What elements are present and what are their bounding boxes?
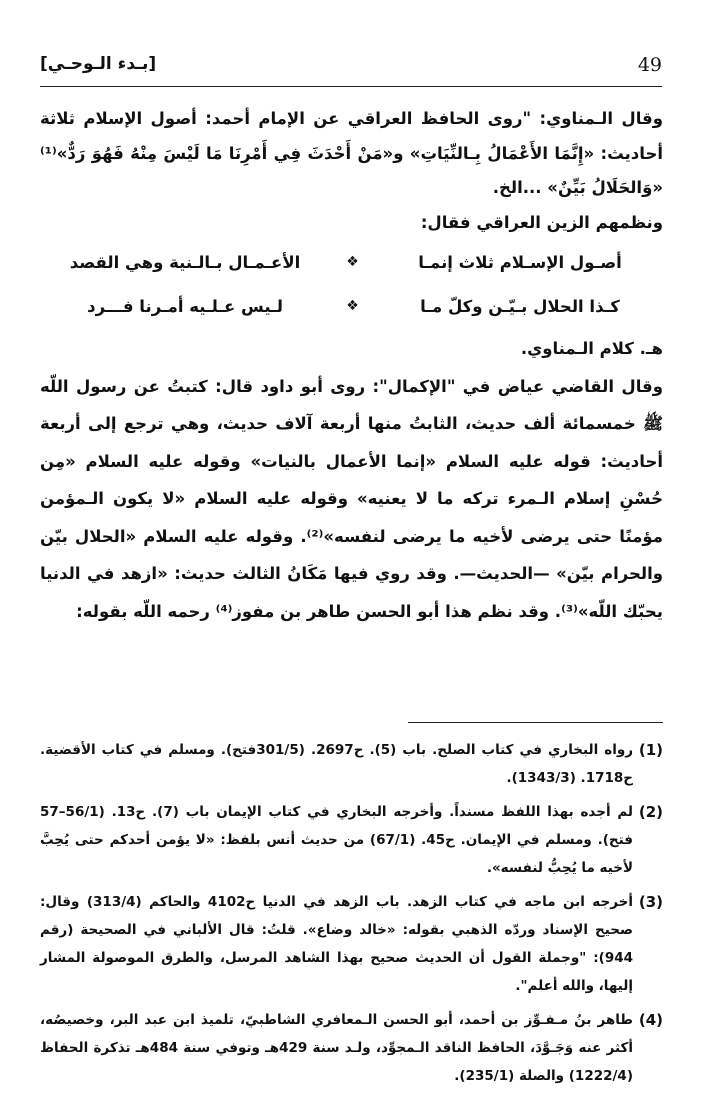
body-text-top: [40, 102, 663, 240]
footnote: [40, 736, 663, 792]
footnote: [40, 888, 663, 1000]
paragraph: هـ. كلام الـمناوي.: [520, 339, 663, 358]
verse-separator-icon: ❖: [346, 298, 359, 314]
footnote-text: طاهر بنُ مـفـوِّز بن أحمد، أبو الحسن الـمعافري الشاطبيّ، تلميذ ابن عبد البر، وخصيصُه، أكثر عنه وَجَـوَّدَ، الحافظ الناقد الـمجوِّد، ولـد سنة 429هـ وتوفي سنة 484هـ تذكرة الحفاظ (1222/4) والصلة (235/1).: [40, 1012, 633, 1084]
footnote-number: (2): [638, 803, 663, 821]
body-text-bottom: [40, 330, 663, 630]
page-header: [40, 52, 662, 87]
footnote-text: لم أجده بهذا اللفظ مسنداً. وأخرجه البخاري في كتاب الإيمان باب (7). ح13. (56/1–57 فتح). ومسلم في الإيمان. ح45. (67/1) من حديث أنس بلفظ: «لا يؤمن أحدكم حتى يُحِبَّ لأخيه ما يُحِبُّ لنفسه».: [40, 804, 633, 876]
footnote-number: (3): [638, 893, 663, 911]
page-number: 49: [637, 54, 662, 76]
footnote-number: (4): [638, 1011, 663, 1029]
footnote-text: رواه البخاري في كتاب الصلح. باب (5). ح2697. (301/5فتح). ومسلم في كتاب الأقضية. ح1718. (1343/3).: [40, 742, 634, 786]
running-title: [بـدء الـوحـي]: [40, 54, 157, 74]
paragraph: وقال القاضي عياض في "الإكمال": روى أبو داود قال: كتبتُ عن رسول اللّه ﷺ خمسمائة ألف حديث، الثابتُ منها أربعة آلاف حديث، وهي ترجع إلى أربعة أحاديث: قوله عليه السلام «إنما الأعمال بالنيات» وقوله عليه السلام «مِن حُسْنِ إسلام الـمرء تركه ما لا يعنيه» وقوله عليه السلام «لا يكون الـمؤمن مؤمنًا حتى يرضى لأخيه ما يرضى لنفسه»⁽²⁾. وقوله عليه السلام «الحلال بيّن والحرام بيّن» —الحديث—. وقد روي فيها مَكَانُ الثالث حديث: «ازهد في الدنيا يحبّك اللّه»⁽³⁾. وقد نظم هذا أبو الحسن طاهر بن مفوز⁽⁴⁾ رحمه اللّه بقوله:: [40, 376, 663, 621]
poem-verse: [60, 240, 645, 284]
verse-separator-icon: ❖: [346, 254, 359, 270]
footnotes: [40, 736, 663, 1096]
hemistich-first: أصـول الإسـلام ثلاث إنمـا: [418, 252, 622, 272]
paragraph: وقال الـمناوي: "روى الحافظ العراقي عن الإمام أحمد: أصول الإسلام ثلاثة أحاديث: «إِنَّمَا الأَعْمَالُ بِـالنِّيَاتِ» و«مَنْ أَحْدَثَ فِي أَمْرِنَا مَا لَيْسَ مِنْهُ فَهُوَ رَدٌّ»⁽¹⁾ «وَالحَلَالُ بَيِّنٌ» ...الخ.: [40, 109, 663, 197]
footnote-text: أخرجه ابن ماجه في كتاب الزهد. باب الزهد في الدنيا ح4102 والحاكم (313/4) وقال: صحيح الإسناد وردّه الذهبي بقوله: «خالد وضاع». قلتُ: قال الألباني في الصحيحة (رقم 944): "وجملة القول أن الحديث صحيح بهذا الشاهد المرسل، والطرق الموصولة المشار إليها، والله أعلم".: [40, 894, 633, 994]
footnote: [40, 1006, 663, 1090]
hemistich-second: لـيس عـلـيه أمـرنا فـــرد: [87, 296, 283, 316]
hemistich-first: كـذا الحلال بـيّـن وكلّ مـا: [420, 296, 620, 316]
footnote: [40, 798, 663, 882]
footnote-divider: [408, 722, 663, 723]
footnote-number: (1): [638, 741, 663, 759]
poem-verse: [60, 284, 645, 328]
hemistich-second: الأعـمـال بـالـنية وهي القصد: [69, 252, 301, 272]
poem: [60, 240, 645, 328]
paragraph: ونظمهم الزين العراقي فقال:: [420, 212, 663, 232]
